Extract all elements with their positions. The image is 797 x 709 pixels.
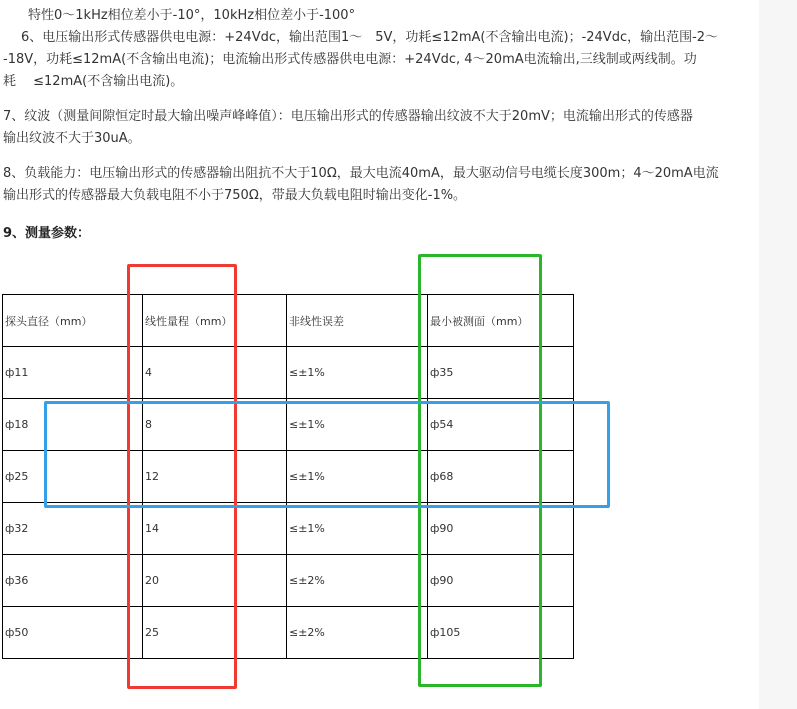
table-row xyxy=(3,451,574,503)
cell-nonlinearity-error: ≤±2% xyxy=(287,555,428,607)
cell-probe-diameter: ф18 xyxy=(3,399,143,451)
cell-min-target-surface: ф90 xyxy=(428,555,574,607)
spec-item-8-load-capacity xyxy=(3,163,755,207)
cell-probe-diameter: ф36 xyxy=(3,555,143,607)
header-linear-range: 线性量程（mm） xyxy=(143,295,287,347)
cell-min-target-surface: ф54 xyxy=(428,399,574,451)
cell-linear-range: 25 xyxy=(143,607,287,659)
page-side-gutter xyxy=(759,0,797,709)
cell-linear-range: 4 xyxy=(143,347,287,399)
cell-linear-range: 14 xyxy=(143,503,287,555)
table-row xyxy=(3,399,574,451)
cell-min-target-surface: ф90 xyxy=(428,503,574,555)
spec-8-line-2: 输出形式的传感器最大负载电阻不小于750Ω，带最大负载电阻时输出变化-1%。 xyxy=(3,188,467,203)
cell-probe-diameter: ф32 xyxy=(3,503,143,555)
spec-6-line-2: -18V，功耗≤12mA(不含输出电流)；电流输出形式传感器供电电源：+24Vdc, 4～20mA电流输出,三线制或两线制。功 xyxy=(3,52,697,67)
spec-item-5 xyxy=(28,5,780,27)
spec-7-line-1: 7、纹波（测量间隙恒定时最大输出噪声峰峰值）：电压输出形式的传感器输出纹波不大于20mV；电流输出形式的传感器 xyxy=(3,109,693,124)
cell-probe-diameter: ф25 xyxy=(3,451,143,503)
spec-5-line: 特性0～1kHz相位差小于-10°，10kHz相位差小于-100° xyxy=(28,8,356,23)
cell-linear-range: 12 xyxy=(143,451,287,503)
spec-item-6-power-supply xyxy=(3,27,755,93)
cell-min-target-surface: ф68 xyxy=(428,451,574,503)
spec-6-line-1: 6、电压输出形式传感器供电电源：+24Vdc，输出范围1～ 5V，功耗≤12mA(不含输出电流)；-24Vdc，输出范围-2～ xyxy=(21,30,719,45)
cell-min-target-surface: ф35 xyxy=(428,347,574,399)
header-nonlinearity-error: 非线性误差 xyxy=(287,295,428,347)
cell-min-target-surface: ф105 xyxy=(428,607,574,659)
cell-linear-range: 20 xyxy=(143,555,287,607)
header-probe-diameter: 探头直径（mm） xyxy=(3,295,143,347)
section-heading-measurement-params: 9、测量参数： xyxy=(3,226,91,241)
measurement-params-table xyxy=(2,294,574,659)
header-min-target-surface: 最小被测面（mm） xyxy=(428,295,574,347)
cell-nonlinearity-error: ≤±1% xyxy=(287,451,428,503)
cell-nonlinearity-error: ≤±1% xyxy=(287,347,428,399)
table-header-row xyxy=(3,295,574,347)
table-row xyxy=(3,607,574,659)
spec-6-line-3: 耗 ≤12mA(不含输出电流)。 xyxy=(3,74,184,89)
spec-8-line-1: 8、负载能力：电压输出形式的传感器输出阻抗不大于10Ω，最大电流40mA，最大驱动信号电缆长度300m；4～20mA电流 xyxy=(3,166,719,181)
table-row xyxy=(3,347,574,399)
table-row xyxy=(3,555,574,607)
spec-item-7-ripple xyxy=(3,106,755,150)
cell-linear-range: 8 xyxy=(143,399,287,451)
table-row xyxy=(3,503,574,555)
cell-nonlinearity-error: ≤±1% xyxy=(287,399,428,451)
cell-probe-diameter: ф50 xyxy=(3,607,143,659)
cell-probe-diameter: ф11 xyxy=(3,347,143,399)
cell-nonlinearity-error: ≤±1% xyxy=(287,503,428,555)
spec-7-line-2: 输出纹波不大于30uA。 xyxy=(3,131,141,146)
cell-nonlinearity-error: ≤±2% xyxy=(287,607,428,659)
